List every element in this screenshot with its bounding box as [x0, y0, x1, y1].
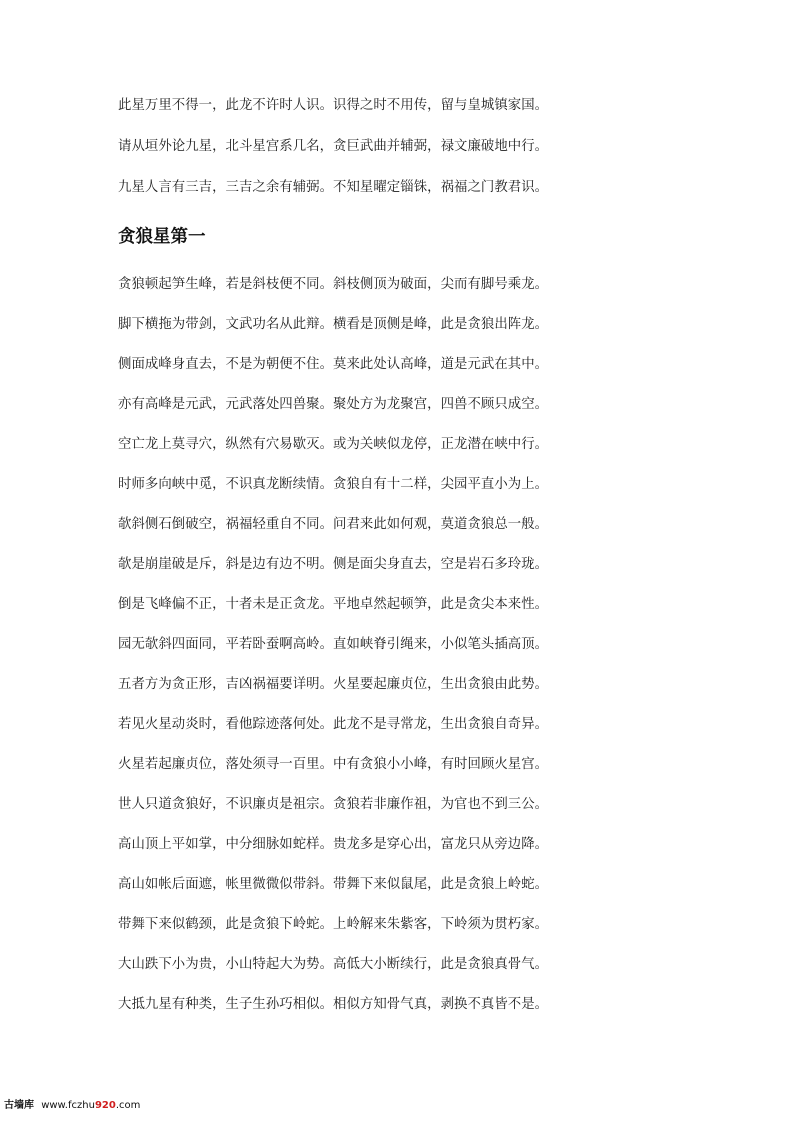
- body-line-17: 带舞下来似鹤颈，此是贪狼下岭蛇。上岭解来朱紫客，下岭须为贯朽家。: [118, 917, 549, 932]
- footer-url-prefix: www.fczhu: [41, 1100, 95, 1111]
- body-line-1: 贪狼顿起笋生峰，若是斜枝便不同。斜枝侧顶为破面，尖而有脚号乘龙。: [118, 277, 549, 292]
- body-line-5: 空亡龙上莫寻穴，纵然有穴易歇灭。或为关峡似龙停，正龙潜在峡中行。: [118, 437, 549, 452]
- intro-line-1: 此星万里不得一，此龙不许时人识。识得之时不用传，留与皇城镇家国。: [118, 98, 549, 113]
- body-line-7: 欹斜侧石倒破空，祸福轻重自不同。问君来此如何观，莫道贪狼总一般。: [118, 517, 549, 532]
- body-line-16: 高山如帐后面遮，帐里微微似带斜。带舞下来似鼠尾，此是贪狼上岭蛇。: [118, 877, 549, 892]
- footer-site-name: 古墙库: [4, 1100, 34, 1111]
- body-line-6: 时师多向峡中觅，不识真龙断续情。贪狼自有十二样，尖园平直小为上。: [118, 477, 549, 492]
- body-line-15: 高山顶上平如掌，中分细脉如蛇样。贵龙多是穿心出，富龙只从旁边降。: [118, 837, 549, 852]
- body-line-11: 五者方为贪正形，吉凶祸福要详明。火星要起廉贞位，生出贪狼由此势。: [118, 677, 549, 692]
- body-line-8: 欹是崩崖破是斥，斜是边有边不明。侧是面尖身直去，空是岩石多玲珑。: [118, 557, 549, 572]
- footer-url-accent: 920: [94, 1100, 116, 1111]
- body-line-3: 侧面成峰身直去，不是为朝便不住。莫来此处认高峰，道是元武在其中。: [118, 357, 549, 372]
- body-line-13: 火星若起廉贞位，落处须寻一百里。中有贪狼小小峰，有时回顾火星宫。: [118, 757, 549, 772]
- body-line-12: 若见火星动炎时，看他踪迹落何处。此龙不是寻常龙，生出贪狼自奇异。: [118, 717, 549, 732]
- body-line-14: 世人只道贪狼好，不识廉贞是祖宗。贪狼若非廉作祖，为官也不到三公。: [118, 797, 549, 812]
- body-line-9: 倒是飞峰偏不正，十者未是正贪龙。平地卓然起顿笋，此是贪尖本来性。: [118, 597, 549, 612]
- footer-watermark: [4, 1099, 140, 1113]
- body-line-2: 脚下横拖为带剑，文武功名从此辩。横看是顶侧是峰，此是贪狼出阵龙。: [118, 317, 549, 332]
- footer-site-url[interactable]: [41, 1100, 140, 1111]
- intro-line-3: 九星人言有三吉，三吉之余有辅弼。不知星曜定锱铢，祸福之门教君识。: [118, 180, 549, 195]
- intro-line-2: 请从垣外论九星，北斗星宫系几名，贪巨武曲并辅弼，禄文廉破地中行。: [118, 139, 549, 154]
- body-line-18: 大山跌下小为贵，小山特起大为势。高低大小断续行，此是贪狼真骨气。: [118, 957, 549, 972]
- body-line-10: 园无欹斜四面同，平若卧蚕啊高岭。直如峡脊引绳来，小似笔头插高顶。: [118, 637, 549, 652]
- body-line-4: 亦有高峰是元武，元武落处四兽聚。聚处方为龙聚宫，四兽不顾只成空。: [118, 397, 549, 412]
- section-title: 贪狼星第一: [118, 227, 206, 247]
- body-line-19: 大抵九星有种类，生子生孙巧相似。相似方知骨气真，剥换不真皆不是。: [118, 997, 549, 1012]
- footer-url-suffix: .com: [115, 1100, 141, 1111]
